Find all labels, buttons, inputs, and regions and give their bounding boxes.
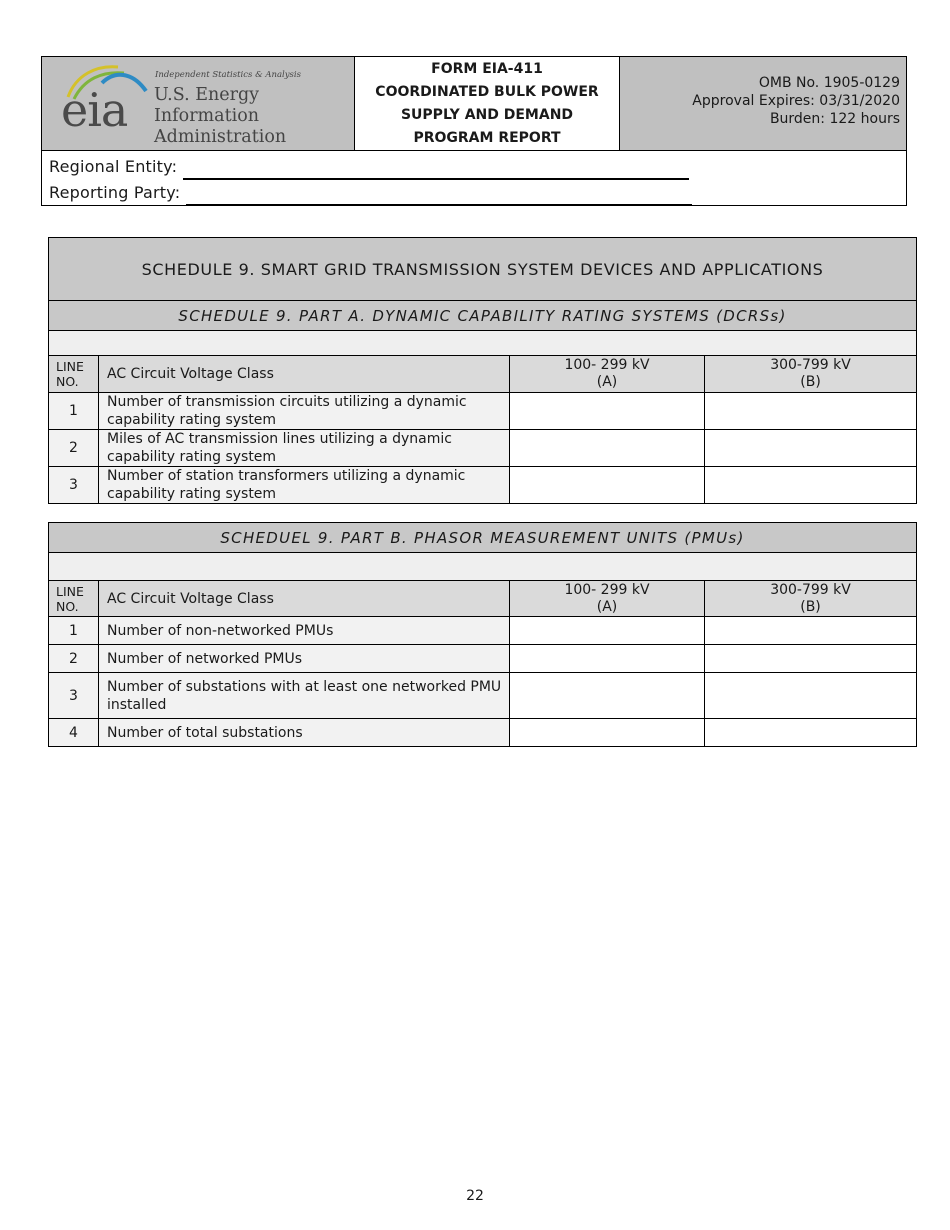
line-number: 1 <box>49 617 99 645</box>
line-number: 3 <box>49 467 99 504</box>
input-cell-b[interactable] <box>705 617 917 645</box>
line-number: 1 <box>49 393 99 430</box>
input-cell-b[interactable] <box>705 467 917 504</box>
schedule-title-row <box>49 238 917 301</box>
form-header <box>41 56 907 206</box>
logo-agency-name: U.S. Energy Information Administration <box>154 85 287 147</box>
table-row <box>49 467 917 504</box>
input-cell-a[interactable] <box>510 645 705 673</box>
regional-entity-label: Regional Entity: <box>49 157 178 176</box>
row-description: Number of substations with at least one networked PMU installed <box>99 673 510 719</box>
form-title: FORM EIA-411 COORDINATED BULK POWER SUPPLY AND DEMAND PROGRAM REPORT <box>355 57 620 150</box>
eia-logo <box>42 57 355 150</box>
input-cell-b[interactable] <box>705 393 917 430</box>
page-number: 22 <box>466 1188 484 1204</box>
line-number: 3 <box>49 673 99 719</box>
input-cell-a[interactable] <box>510 673 705 719</box>
voltage-class-header: AC Circuit Voltage Class <box>99 581 510 617</box>
row-description: Number of total substations <box>99 719 510 747</box>
row-description: Miles of AC transmission lines utilizing a dynamic capability rating system <box>99 430 510 467</box>
col-b-header: 300-799 kV (B) <box>705 581 917 617</box>
reporting-party-field[interactable] <box>186 186 692 206</box>
party-fields <box>42 151 906 206</box>
row-description: Number of networked PMUs <box>99 645 510 673</box>
part-b-title-row <box>49 523 917 553</box>
reporting-party-row <box>49 180 906 206</box>
part-a-spacer-row <box>49 331 917 356</box>
table-row <box>49 617 917 645</box>
line-number: 2 <box>49 430 99 467</box>
col-a-header: 100- 299 kV (A) <box>510 581 705 617</box>
part-b-spacer-row <box>49 553 917 581</box>
input-cell-b[interactable] <box>705 430 917 467</box>
line-no-header: LINE NO. <box>49 356 99 393</box>
input-cell-b[interactable] <box>705 673 917 719</box>
input-cell-b[interactable] <box>705 719 917 747</box>
row-description: Number of non-networked PMUs <box>99 617 510 645</box>
table-row <box>49 430 917 467</box>
part-b-table <box>48 522 917 747</box>
table-row <box>49 719 917 747</box>
col-a-header: 100- 299 kV (A) <box>510 356 705 393</box>
input-cell-a[interactable] <box>510 393 705 430</box>
input-cell-a[interactable] <box>510 430 705 467</box>
header-top-row <box>42 57 906 151</box>
eia-mark: eia <box>61 83 128 137</box>
row-description: Number of station transformers utilizing a dynamic capability rating system <box>99 467 510 504</box>
omb-info: OMB No. 1905-0129 Approval Expires: 03/31/2020 Burden: 122 hours <box>620 57 906 150</box>
line-no-header: LINE NO. <box>49 581 99 617</box>
part-a-title-row <box>49 301 917 331</box>
part-a-table <box>48 237 917 504</box>
col-b-header: 300-799 kV (B) <box>705 356 917 393</box>
reporting-party-label: Reporting Party: <box>49 183 181 202</box>
part-b-header-row <box>49 581 917 617</box>
schedule-title: SCHEDULE 9. SMART GRID TRANSMISSION SYSTEM DEVICES AND APPLICATIONS <box>49 238 917 301</box>
logo-tagline: Independent Statistics & Analysis <box>155 70 301 80</box>
regional-entity-row <box>49 154 906 180</box>
input-cell-a[interactable] <box>510 719 705 747</box>
line-number: 4 <box>49 719 99 747</box>
regional-entity-field[interactable] <box>183 160 689 180</box>
part-a-header-row <box>49 356 917 393</box>
table-row <box>49 645 917 673</box>
table-row <box>49 393 917 430</box>
part-b-title: SCHEDUEL 9. PART B. PHASOR MEASUREMENT UNITS (PMUs) <box>49 523 917 553</box>
table-row <box>49 673 917 719</box>
part-a-title: SCHEDULE 9. PART A. DYNAMIC CAPABILITY RATING SYSTEMS (DCRSs) <box>49 301 917 331</box>
input-cell-b[interactable] <box>705 645 917 673</box>
input-cell-a[interactable] <box>510 467 705 504</box>
input-cell-a[interactable] <box>510 617 705 645</box>
line-number: 2 <box>49 645 99 673</box>
voltage-class-header: AC Circuit Voltage Class <box>99 356 510 393</box>
row-description: Number of transmission circuits utilizing a dynamic capability rating system <box>99 393 510 430</box>
